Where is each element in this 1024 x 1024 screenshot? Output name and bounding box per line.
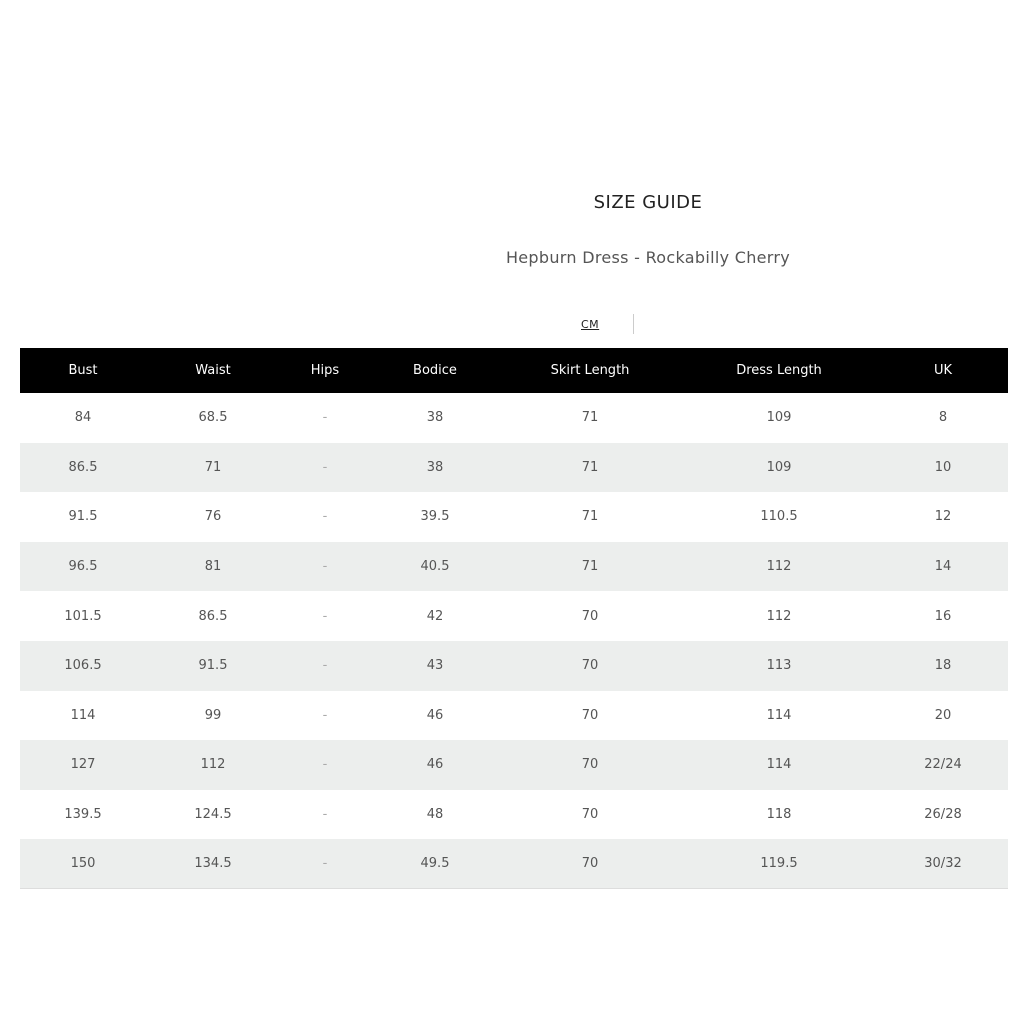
table-cell: -: [322, 707, 328, 723]
column-header: Dress Length: [736, 363, 822, 378]
table-cell: 43: [426, 658, 444, 674]
table-cell: -: [322, 757, 328, 773]
table-row: [20, 691, 1008, 741]
table-cell: 127: [70, 757, 96, 773]
table-cell: 91.5: [68, 509, 98, 525]
column-header: UK: [933, 363, 953, 378]
table-cell: -: [322, 410, 328, 426]
table-cell: 91.5: [198, 658, 228, 674]
table-cell: 112: [200, 757, 226, 773]
table-cell: 48: [426, 807, 444, 823]
table-cell: 71: [581, 559, 599, 575]
unit-cm-toggle[interactable]: CM: [581, 317, 600, 331]
table-cell: 40.5: [420, 559, 450, 575]
table-cell: -: [322, 559, 328, 575]
table-cell: 71: [204, 459, 222, 475]
table-cell: 113: [766, 658, 792, 674]
table-cell: 86.5: [198, 608, 228, 624]
table-cell: 84: [74, 410, 92, 426]
table-cell: 96.5: [68, 559, 98, 575]
table-cell: 14: [934, 559, 952, 575]
table-cell: 86.5: [68, 459, 98, 475]
table-cell: 68.5: [198, 410, 228, 426]
table-cell: 110.5: [760, 509, 798, 525]
table-cell: -: [322, 459, 328, 475]
table-cell: -: [322, 807, 328, 823]
table-cell: -: [322, 509, 328, 525]
table-cell: 76: [204, 509, 222, 525]
table-cell: 26/28: [924, 807, 962, 823]
column-header: Bodice: [413, 363, 457, 378]
table-cell: 22/24: [924, 757, 962, 773]
table-cell: 18: [934, 658, 952, 674]
table-cell: 109: [766, 459, 792, 475]
table-row: [20, 839, 1008, 889]
table-header: [20, 348, 1008, 393]
table-cell: 114: [70, 707, 96, 723]
table-row: [20, 542, 1008, 592]
table-cell: 71: [581, 509, 599, 525]
table-cell: 16: [934, 608, 952, 624]
table-cell: 10: [934, 459, 952, 475]
table-cell: 71: [581, 410, 599, 426]
table-row: [20, 641, 1008, 691]
table-cell: 30/32: [924, 856, 962, 872]
table-cell: 114: [766, 707, 792, 723]
table-row: [20, 740, 1008, 790]
column-header: Waist: [195, 363, 231, 378]
table-cell: 70: [581, 757, 599, 773]
product-name: Hepburn Dress - Rockabilly Cherry: [505, 248, 791, 267]
table-cell: 46: [426, 757, 444, 773]
table-cell: 38: [426, 410, 444, 426]
unit-divider: [633, 314, 634, 334]
table-cell: 8: [938, 410, 948, 426]
size-table: [20, 348, 1008, 889]
table-cell: 70: [581, 807, 599, 823]
column-header: Bust: [68, 363, 98, 378]
table-cell: -: [322, 658, 328, 674]
table-body: [20, 393, 1008, 889]
table-cell: 99: [204, 707, 222, 723]
table-row: [20, 492, 1008, 542]
table-cell: 106.5: [64, 658, 102, 674]
table-cell: 70: [581, 707, 599, 723]
table-header-row: [20, 348, 1008, 393]
table-cell: -: [322, 856, 328, 872]
table-cell: 12: [934, 509, 952, 525]
table-cell: 49.5: [420, 856, 450, 872]
table-cell: 101.5: [64, 608, 102, 624]
table-row: [20, 393, 1008, 443]
table-row: [20, 443, 1008, 493]
table-cell: 119.5: [760, 856, 798, 872]
table-cell: 112: [766, 608, 792, 624]
column-header: Skirt Length: [550, 363, 630, 378]
table-cell: 70: [581, 658, 599, 674]
table-cell: 20: [934, 707, 952, 723]
table-cell: -: [322, 608, 328, 624]
table-cell: 134.5: [194, 856, 232, 872]
table-cell: 39.5: [420, 509, 450, 525]
table-cell: 139.5: [64, 807, 102, 823]
table-cell: 46: [426, 707, 444, 723]
column-header: Hips: [310, 363, 340, 378]
table-cell: 42: [426, 608, 444, 624]
table-cell: 70: [581, 608, 599, 624]
table-cell: 112: [766, 559, 792, 575]
unit-switch: [571, 313, 634, 335]
table-cell: 118: [766, 807, 792, 823]
table-cell: 124.5: [194, 807, 232, 823]
table-row: [20, 591, 1008, 641]
table-cell: 109: [766, 410, 792, 426]
table-cell: 71: [581, 459, 599, 475]
table-cell: 150: [70, 856, 96, 872]
table-cell: 38: [426, 459, 444, 475]
table-cell: 81: [204, 559, 222, 575]
table-cell: 114: [766, 757, 792, 773]
page-title: SIZE GUIDE: [593, 192, 703, 213]
table-row: [20, 790, 1008, 840]
table-cell: 70: [581, 856, 599, 872]
